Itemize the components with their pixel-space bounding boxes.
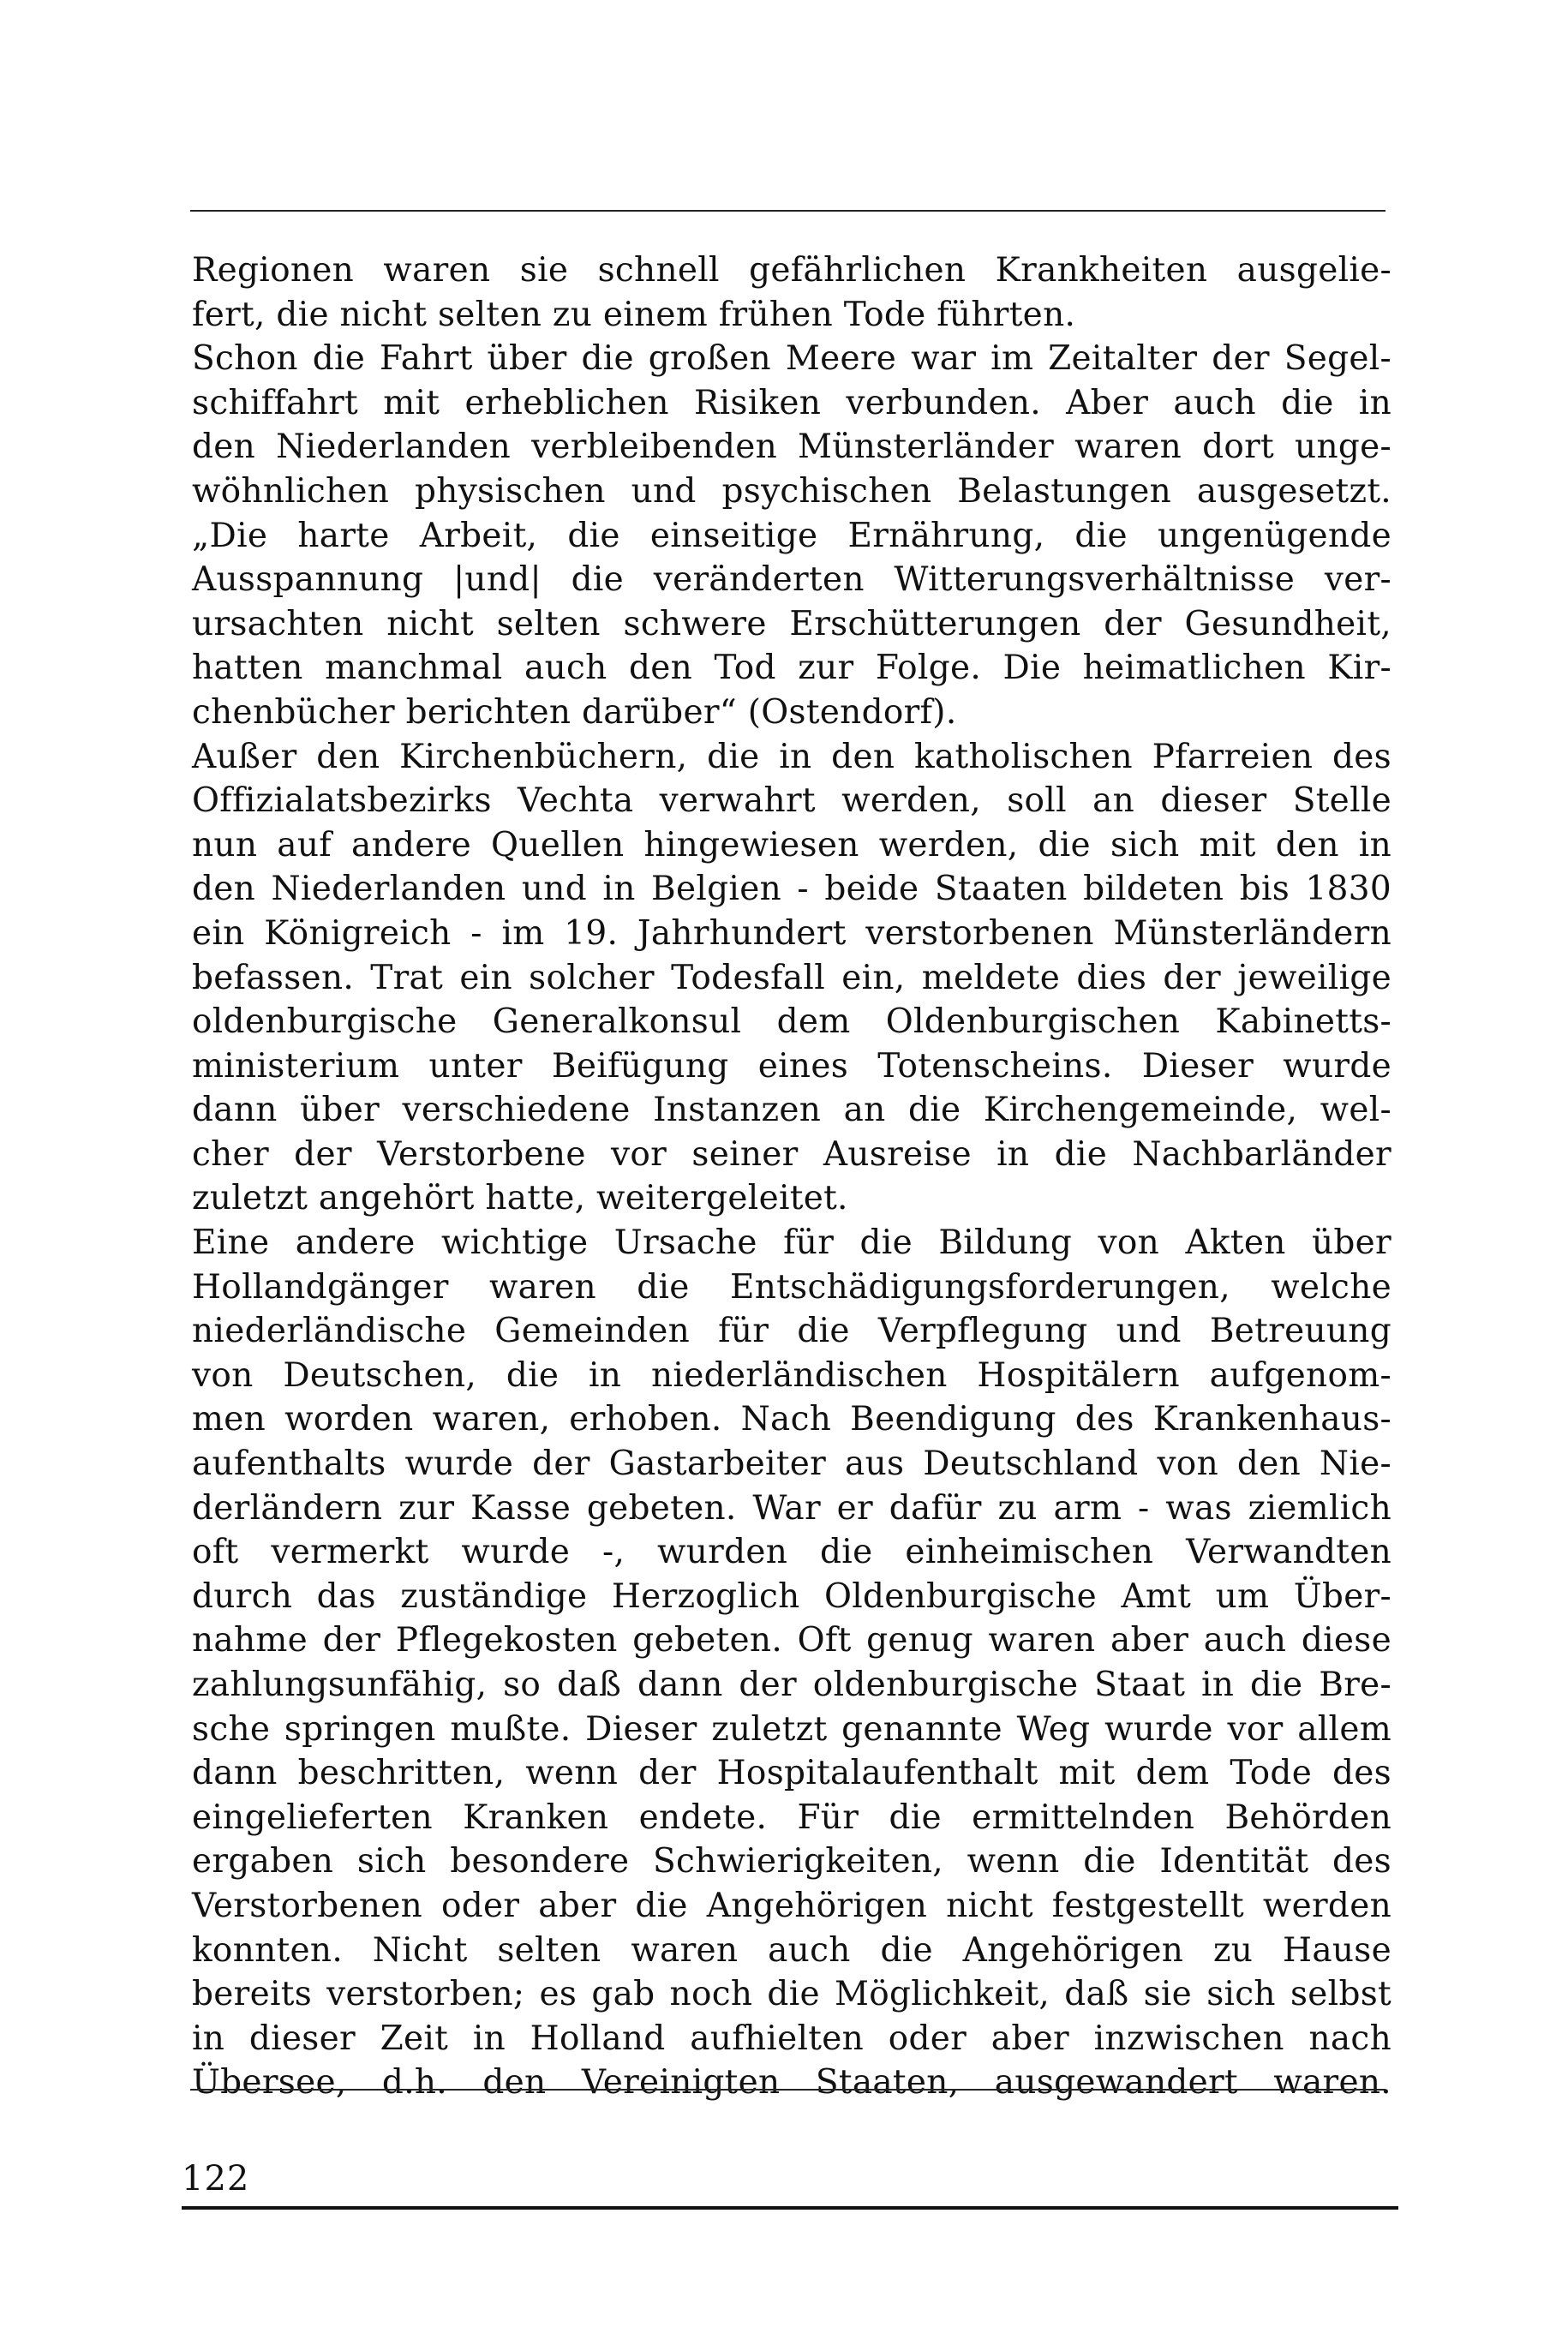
text-line: Ausspannung |und| die veränderten Witterungsverhältnisse ver- [192,560,1391,600]
text-line: zuletzt angehört hatte, weitergeleitet. [192,1179,848,1218]
text-line: ein Königreich - im 19. Jahrhundert verstorbenen Münsterländern [192,913,1391,953]
text-line: Offizialatsbezirks Vechta verwahrt werden, soll an dieser Stelle [192,781,1391,821]
text-line: oldenburgische Generalkonsul dem Oldenburgischen Kabinetts- [192,1002,1391,1042]
text-line: niederländische Gemeinden für die Verpflegung und Betreuung [192,1312,1391,1351]
text-line: befassen. Trat ein solcher Todesfall ein, meldete dies der jeweilige [192,958,1391,997]
text-line: Schon die Fahrt über die großen Meere war im Zeitalter der Segel- [192,339,1391,379]
footer-rule [182,2206,1398,2210]
text-line: aufenthalts wurde der Gastarbeiter aus Deutschland von den Nie- [192,1445,1391,1484]
text-line: Verstorbenen oder aber die Angehörigen nicht festgestellt werden [192,1886,1391,1925]
text-line: fert, die nicht selten zu einem frühen Tode führten. [192,295,1076,334]
text-line: men worden waren, erhoben. Nach Beendigung des Krankenhaus- [192,1400,1391,1439]
text-line: dann über verschiedene Instanzen an die Kirchengemeinde, wel- [192,1091,1391,1130]
text-line: sche springen mußte. Dieser zuletzt genannte Weg wurde vor allem [192,1709,1391,1749]
text-line: schiffahrt mit erheblichen Risiken verbunden. Aber auch die in [192,383,1391,422]
bottom-rule [190,2089,1385,2091]
text-line: hatten manchmal auch den Tod zur Folge. Die heimatlichen Kir- [192,649,1391,688]
page-number: 122 [182,2159,250,2198]
text-line: ergaben sich besondere Schwierigkeiten, wenn die Identität des [192,1842,1391,1881]
text-line: durch das zuständige Herzoglich Oldenburgische Amt um Über- [192,1576,1391,1616]
text-line: nun auf andere Quellen hingewiesen werden, die sich mit den in [192,825,1391,864]
body-text [192,248,1391,2105]
text-line: den Niederlanden und in Belgien - beide Staaten bildeten bis 1830 [192,870,1391,909]
text-line: Regionen waren sie schnell gefährlichen Krankheiten ausgelie- [192,251,1391,290]
text-line: nahme der Pflegekosten gebeten. Oft genug waren aber auch diese [192,1621,1391,1660]
top-rule [190,210,1385,212]
text-line: ursachten nicht selten schwere Erschütterungen der Gesundheit, [192,604,1391,643]
text-line: cher der Verstorbene vor seiner Ausreise in die Nachbarländer [192,1134,1391,1174]
text-line: derländern zur Kasse gebeten. War er dafür zu arm - was ziemlich [192,1488,1391,1528]
text-line: wöhnlichen physischen und psychischen Belastungen ausgesetzt. [192,471,1391,511]
text-line: Außer den Kirchenbüchern, die in den katholischen Pfarreien des [192,737,1391,776]
text-line: eingelieferten Kranken endete. Für die ermittelnden Behörden [192,1798,1391,1837]
text-line: den Niederlanden verbleibenden Münsterländer waren dort unge- [192,428,1391,467]
text-line: Übersee, d.h. den Vereinigten Staaten, ausgewandert waren. [192,2063,1391,2103]
text-line: chenbücher berichten darüber“ (Ostendorf). [192,692,957,732]
text-line: bereits verstorben; es gab noch die Möglichkeit, daß sie sich selbst [192,1975,1391,2014]
text-line: Eine andere wichtige Ursache für die Bildung von Akten über [192,1223,1391,1263]
text-line: konnten. Nicht selten waren auch die Angehörigen zu Hause [192,1930,1391,1970]
text-line: dann beschritten, wenn der Hospitalaufenthalt mit dem Tode des [192,1754,1391,1793]
text-line: in dieser Zeit in Holland aufhielten oder aber inzwischen nach [192,2019,1391,2058]
text-line: von Deutschen, die in niederländischen Hospitälern aufgenom- [192,1355,1391,1395]
text-line: ministerium unter Beifügung eines Totenscheins. Dieser wurde [192,1046,1391,1086]
text-line: zahlungsunfähig, so daß dann der oldenburgische Staat in die Bre- [192,1666,1391,1704]
text-line: Hollandgänger waren die Entschädigungsforderungen, welche [192,1267,1391,1307]
text-line: oft vermerkt wurde -, wurden die einheimischen Verwandten [192,1533,1391,1572]
text-line: „Die harte Arbeit, die einseitige Ernährung, die ungenügende [192,516,1391,555]
